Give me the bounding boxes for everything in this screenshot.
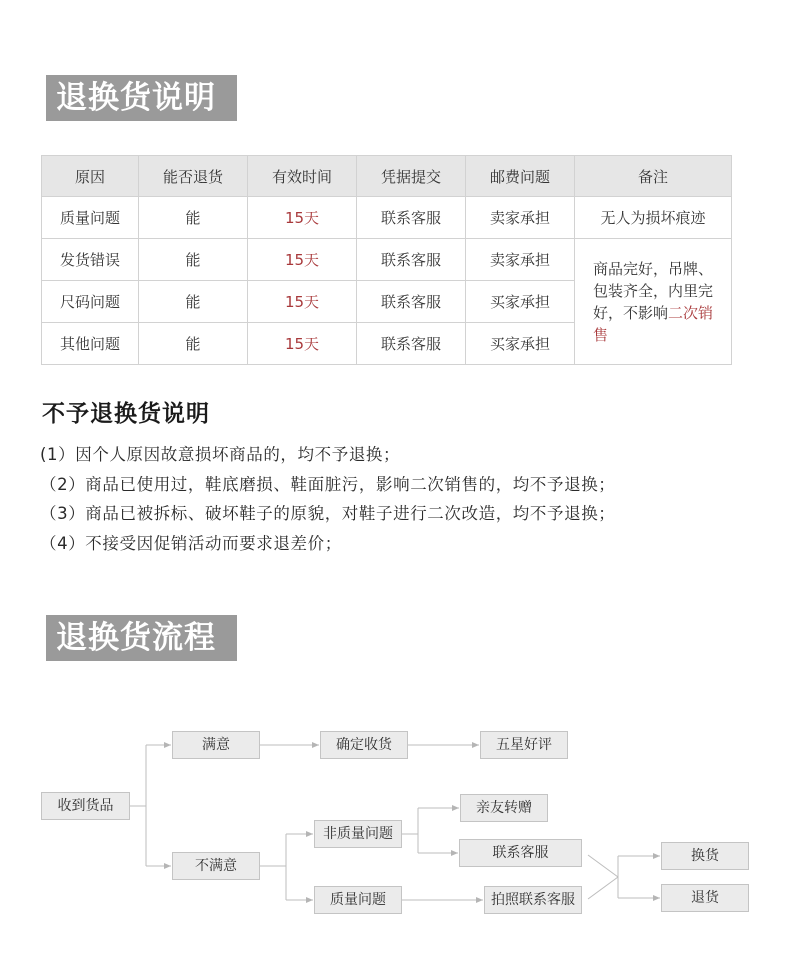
return-policy-title: 退换货说明: [46, 75, 237, 121]
header-returnable: 能否退货: [139, 156, 248, 197]
rule-item: (1）因个人原因故意损坏商品的，均不予退换；: [40, 445, 401, 464]
cell-shipping: 买家承担: [466, 323, 575, 365]
cell-note: 无人为损坏痕迹: [575, 197, 732, 239]
flow-node-satisfied: 满意: [172, 731, 260, 759]
table-row: [42, 197, 732, 239]
flow-node-photo-contact-service: 拍照联系客服: [484, 886, 582, 914]
cell-valid-period: 15天: [248, 281, 357, 323]
header-notes: 备注: [575, 156, 732, 197]
cell-returnable: 能: [139, 239, 248, 281]
cell-reason: 发货错误: [42, 239, 139, 281]
cell-valid-period: 15天: [248, 323, 357, 365]
cell-reason: 尺码问题: [42, 281, 139, 323]
cell-returnable: 能: [139, 281, 248, 323]
flow-node-quality-issue: 质量问题: [314, 886, 402, 914]
cell-shipping: 卖家承担: [466, 239, 575, 281]
cell-evidence: 联系客服: [357, 197, 466, 239]
flow-node-refund-return: 退货: [661, 884, 749, 912]
flow-node-contact-service: 联系客服: [459, 839, 582, 867]
process-title: 退换货流程: [46, 615, 237, 661]
flow-node-received: 收到货品: [41, 792, 130, 820]
return-policy-table: [41, 155, 732, 365]
flow-node-gift-to-friends: 亲友转赠: [460, 794, 548, 822]
table-row: [42, 239, 732, 281]
flow-node-five-star: 五星好评: [480, 731, 568, 759]
cell-evidence: 联系客服: [357, 323, 466, 365]
cell-shipping: 卖家承担: [466, 197, 575, 239]
cell-note-merged: [575, 239, 732, 365]
flow-node-unsatisfied: 不满意: [172, 852, 260, 880]
header-valid-period: 有效时间: [248, 156, 357, 197]
cell-valid-period: 15天: [248, 197, 357, 239]
cell-evidence: 联系客服: [357, 281, 466, 323]
flow-node-exchange: 换货: [661, 842, 749, 870]
header-evidence: 凭据提交: [357, 156, 466, 197]
non-returnable-title: 不予退换货说明: [42, 401, 210, 427]
note-text: 商品完好，吊牌、包装齐全，内里完好，不影响: [593, 259, 714, 322]
note-highlight: 二次销售: [593, 303, 714, 344]
header-reason: 原因: [42, 156, 139, 197]
rule-item: （3）商品已被拆标、破坏鞋子的原貌，对鞋子进行二次改造，均不予退换；: [40, 504, 616, 523]
flow-node-confirm-receipt: 确定收货: [320, 731, 408, 759]
cell-reason: 其他问题: [42, 323, 139, 365]
non-returnable-rules: [40, 440, 615, 558]
header-shipping: 邮费问题: [466, 156, 575, 197]
cell-valid-period: 15天: [248, 239, 357, 281]
flow-node-non-quality-issue: 非质量问题: [314, 820, 402, 848]
cell-returnable: 能: [139, 197, 248, 239]
table-header-row: [42, 156, 732, 197]
cell-reason: 质量问题: [42, 197, 139, 239]
cell-evidence: 联系客服: [357, 239, 466, 281]
cell-returnable: 能: [139, 323, 248, 365]
rule-item: （4）不接受因促销活动而要求退差价；: [40, 533, 342, 553]
cell-shipping: 买家承担: [466, 281, 575, 323]
rule-item: （2）商品已使用过，鞋底磨损、鞋面脏污，影响二次销售的，均不予退换；: [40, 474, 616, 494]
